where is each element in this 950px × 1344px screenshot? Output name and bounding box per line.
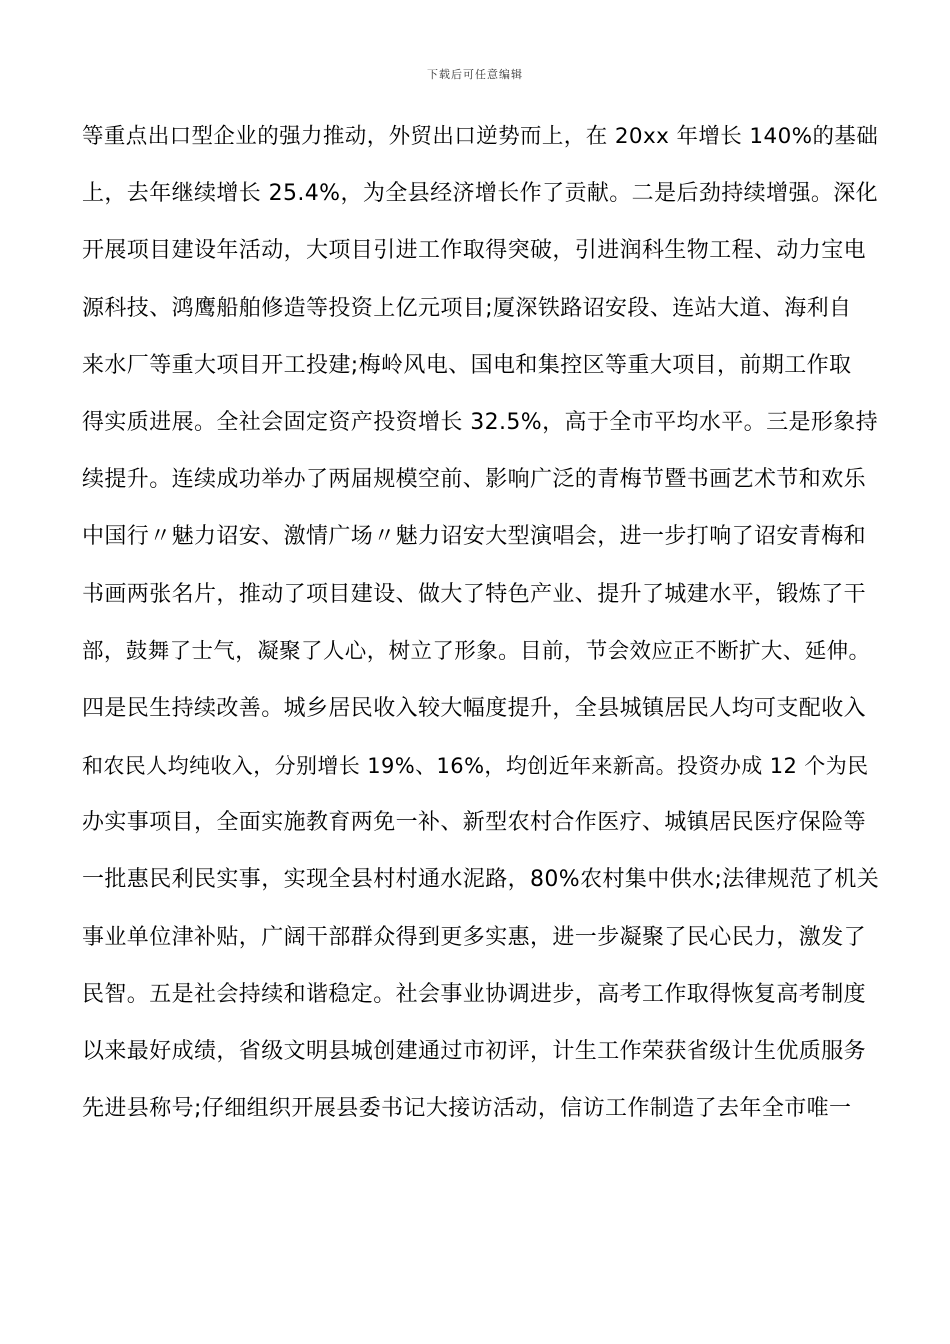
text-line: 上，去年继续增长 25.4%，为全县经济增长作了贡献。二是后劲持续增强。深化 xyxy=(82,181,879,207)
text-line: 部，鼓舞了士气，凝聚了人心，树立了形象。目前，节会效应正不断扩大、延伸。 xyxy=(82,638,871,664)
text-line: 四是民生持续改善。城乡居民收入较大幅度提升，全县城镇居民人均可支配收入 xyxy=(82,695,867,721)
text-line: 先进县称号;仔细组织开展县委书记大接访活动，信访工作制造了去年全市唯一 xyxy=(82,1096,852,1122)
text-line: 书画两张名片，推动了项目建设、做大了特色产业、提升了城建水平，锻炼了干 xyxy=(82,581,867,607)
text-line: 民智。五是社会持续和谐稳定。社会事业协调进步，高考工作取得恢复高考制度 xyxy=(82,981,867,1007)
text-line: 开展项目建设年活动，大项目引进工作取得突破，引进润科生物工程、动力宝电 xyxy=(82,238,867,264)
text-line: 一批惠民利民实事，实现全县村村通水泥路，80%农村集中供水;法律规范了机关 xyxy=(82,867,880,893)
body-paragraph xyxy=(82,120,882,1149)
text-line: 事业单位津补贴，广阔干部群众得到更多实惠，进一步凝聚了民心民力，激发了 xyxy=(82,924,867,950)
page-header: 下载后可任意编辑 xyxy=(427,68,523,81)
text-line: 以来最好成绩，省级文明县城创建通过市初评，计生工作荣获省级计生优质服务 xyxy=(82,1039,867,1064)
text-line: 源科技、鸿鹰船舶修造等投资上亿元项目;厦深铁路诏安段、连站大道、海利自 xyxy=(82,295,852,321)
text-line: 续提升。连续成功举办了两届规模空前、影响广泛的青梅节暨书画艺术节和欢乐 xyxy=(82,467,867,493)
text-line: 得实质进展。全社会固定资产投资增长 32.5%，高于全市平均水平。三是形象持 xyxy=(82,409,879,435)
text-line: 办实事项目，全面实施教育两免一补、新型农村合作医疗、城镇居民医疗保险等 xyxy=(82,810,867,836)
text-line: 和农民人均纯收入，分别增长 19%、16%，均创近年来新高。投资办成 12 个为民 xyxy=(82,754,869,779)
text-line: 等重点出口型企业的强力推动，外贸出口逆势而上，在 20xx 年增长 140%的基础 xyxy=(82,124,879,149)
text-line: 中国行〃魅力诏安、激情广场〃魅力诏安大型演唱会，进一步打响了诏安青梅和 xyxy=(82,524,867,550)
text-line: 来水厂等重大项目开工投建;梅岭风电、国电和集控区等重大项目，前期工作取 xyxy=(82,352,852,378)
